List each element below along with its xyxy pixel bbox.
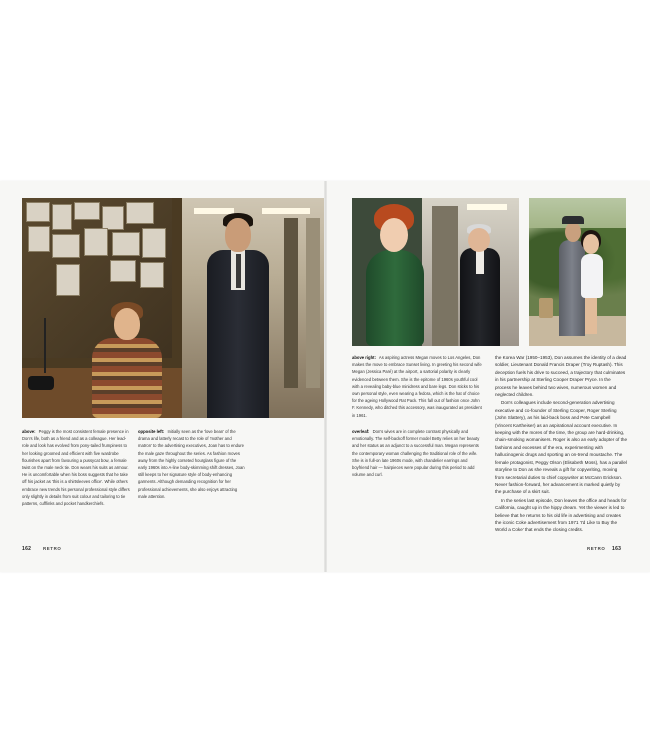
photo-sketch xyxy=(112,232,140,256)
photo-megan-dress xyxy=(581,254,603,298)
caption-opposite-left-text: Initially seen as the 'love bean' of the drama and latterly recast to the role of 'mother and matron' to the advertising executives, Joan has to endure the male gaze throughout the series. As fashion moves away from the highly corseted hourglass figure of the early 1960s into A-line body-skimming shift dresses, Joan still keeps to her signature style of body-enhancing garments. Although demanding recognition for her professional achievements, she also enjoys attracting male attention. xyxy=(138,429,245,499)
photo-sketch xyxy=(56,264,80,296)
photo-sketch xyxy=(52,234,80,258)
photo-megan-legs xyxy=(585,296,597,334)
caption-above-right-label: above right: xyxy=(352,355,376,360)
body-paragraph: the Korea War (1950–1953), Don assumes the identity of a dead soldier, Lieutenant Donald Francis Draper (Troy Ruptash). This deception fuels his drive to succeed, a trajectory that culminates in his partnership at Sterling Cooper Draper Pryce. In the process he leaves behind two wives, numerous women and neglected children. xyxy=(495,355,627,398)
page-number-right: 163 xyxy=(612,546,622,552)
running-footer-right: RETRO xyxy=(587,546,606,551)
photo-sketch xyxy=(28,226,50,252)
photo-megan-head xyxy=(583,234,599,254)
body-text-column xyxy=(495,354,627,534)
photo-partition xyxy=(306,218,320,388)
photo-joan-dress xyxy=(366,250,424,346)
photo-sketch xyxy=(126,202,154,224)
photo-sketch xyxy=(52,204,72,230)
caption-overleaf-label: overleaf: xyxy=(352,429,370,434)
caption-overleaf xyxy=(352,428,484,478)
caption-above xyxy=(22,428,130,507)
photo-don-tie xyxy=(236,254,241,288)
caption-above-right xyxy=(352,354,484,419)
body-paragraph: Don's colleagues include second-generation advertising executive and co-founder of Sterling Cooper, Roger Sterling (John Slattery), as his laid-back boss and Pete Campbell (Vincent Kartheiser) as an aspirational account executive. In keeping with the mores of the time, the group are hard-drinking, chain-smoking womanisers. Roger is also an early adopter of the fashions and excesses of the era, experimenting with hallucinogenic drugs and sporting an on-trend moustache. The female protagonist, Peggy Olson (Elisabeth Moss), has a parallel storyline to Don as she reveals a gift for copywriting, moving from secretarial duties to chief copywriter at McCann Erickson. Never fashion-forward, her advancement is marked quietly by the purchase of a skirt suit. xyxy=(495,400,628,495)
running-footer-left: RETRO xyxy=(43,546,62,551)
photo-joan-head xyxy=(380,218,408,252)
photo-roger-head xyxy=(468,228,490,252)
photo-telephone xyxy=(28,376,54,390)
photo-sketch xyxy=(110,260,136,282)
photo-ceiling-light xyxy=(194,208,234,214)
photo-sketch xyxy=(140,262,164,288)
photo-don-and-megan xyxy=(529,198,626,346)
caption-opposite-left-label: opposite left: xyxy=(138,429,165,434)
caption-opposite-left xyxy=(138,428,246,500)
photo-sketch xyxy=(74,202,100,220)
body-paragraph: In the series last episode, Don leaves the office and heads for California, caught up in the hippy dream. Yet the viewer is led to believe that he returns to his old life in advertising and creates the iconic Coke advertisement from 1971 'I'd Like to Buy the World a Coke' that ends the closing credits. xyxy=(495,497,627,533)
page-number-left: 162 xyxy=(22,546,32,552)
photo-fedora xyxy=(562,216,584,224)
book-gutter xyxy=(324,181,327,572)
photo-don-head xyxy=(225,218,251,252)
photo-ceiling-light xyxy=(262,208,310,214)
caption-above-right-text: As aspiring actress Megan moves to Los Angeles, Don makes the move to embrace Sunset living. In greeting his second wife Megan (Jessica Paré) at the airport, a sartorial polarity is clearly evidenced between them. She is the epitome of 1960s youthful cool with a revealing baby-blue minidress and bare legs. Don sticks to his own personal style, even wearing a fedora, which is the hat of choice for the ageing Hollywood Rat Pack. This fall out of fashion once John F. Kennedy, who ditched this accessory, was inaugurated as president in 1961. xyxy=(352,355,482,418)
photo-sketch xyxy=(102,206,124,230)
photo-sketch xyxy=(26,202,50,222)
photo-luggage xyxy=(539,298,553,318)
photo-sketch xyxy=(142,228,166,258)
photo-lamp xyxy=(44,318,64,373)
photo-partition xyxy=(284,218,298,388)
photo-peggy-head xyxy=(114,308,140,340)
photo-ceiling-light xyxy=(467,204,507,210)
photo-peggy-and-don-office xyxy=(22,198,324,418)
photo-doorway xyxy=(432,206,458,346)
photo-sketch xyxy=(84,228,108,256)
caption-above-text: Peggy is the most consistent female presence in Don's life, both as a friend and as a colleague. Her lead-role and look has evolved from pony-tailed frumpiness to her looking groomed and efficient with five wardrobe flourishes apart from favouring a pussycat bow, a female twist on the male neck tie. Don wears his suits as armour. He is uncomfortable when his boss suggests that he take off his jacket as 'this is a shirtsleeves office'. While others embrace new trends his personal professional style differs only slightly in details from suit colour and tailoring to tie patterns, cufflinks and pocket handkerchiefs. xyxy=(22,429,130,507)
photo-don-head xyxy=(565,222,581,242)
photo-peggy-dress xyxy=(92,338,162,418)
caption-overleaf-text: Don's wives are in complete contrast physically and emotionally. The self-backoff former model Betty relies on her beauty and her status as an adjunct to a successful man. Megan represents the contemporary woman challenging the traditional role of the wife. She is in full-on late 1960s mode, with chandelier earrings and boyfriend hair — hairpieces were popular during this period to add volume and curl. xyxy=(352,429,480,478)
photo-joan-and-roger xyxy=(352,198,519,346)
caption-above-label: above: xyxy=(22,429,36,434)
